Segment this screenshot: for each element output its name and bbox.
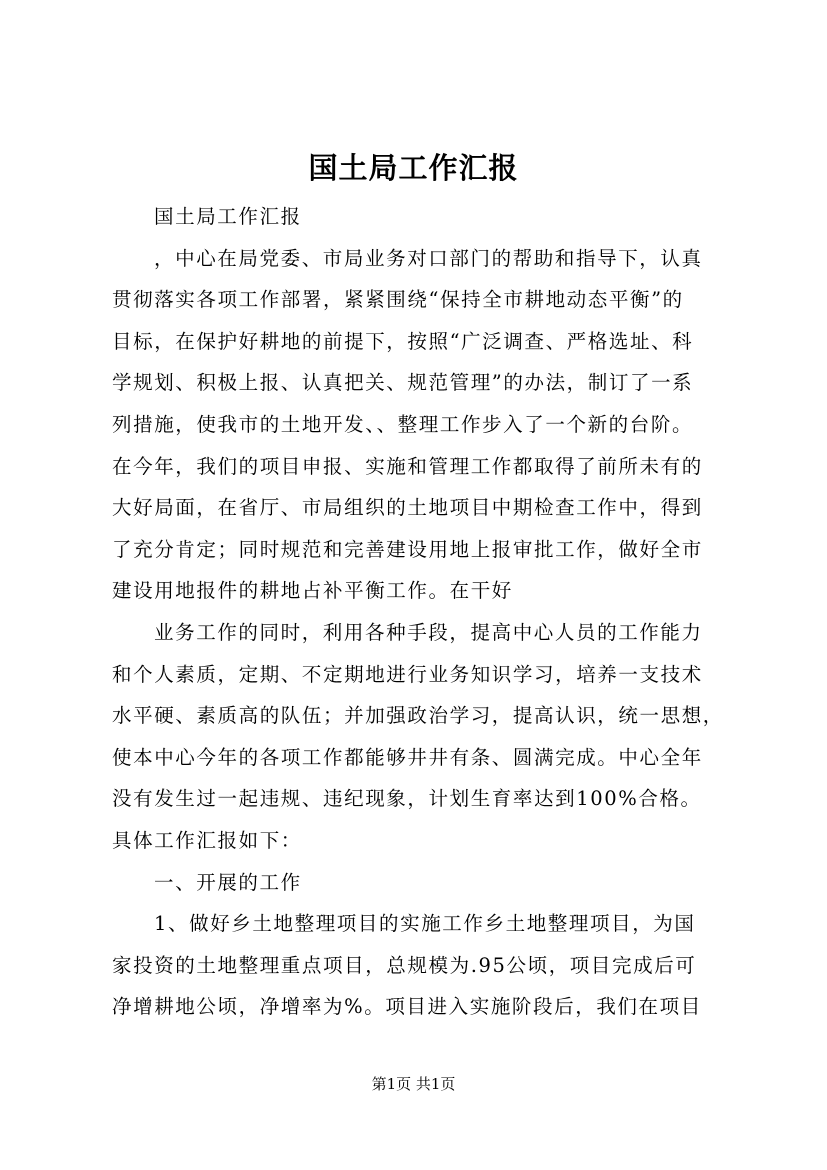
body-line: 水平硬、素质高的队伍；并加强政治学习，提高认识，统一思想， [112, 704, 724, 728]
body-line: 学规划、积极上报、认真把关、规范管理”的办法，制订了一系 [112, 371, 694, 395]
body-line: 贯彻落实各项工作部署，紧紧围绕“保持全市耕地动态平衡”的 [112, 288, 684, 312]
body-line: 家投资的土地整理重点项目，总规模为.95公顷，项目完成后可 [112, 953, 697, 977]
document-body [112, 196, 737, 1028]
body-line: 1、做好乡土地整理项目的实施工作乡土地整理项目，为国 [154, 912, 696, 936]
body-line: 具体工作汇报如下： [112, 828, 302, 852]
section-heading: 一、开展的工作 [154, 870, 302, 894]
body-line-subtitle: 国土局工作汇报 [154, 205, 302, 228]
body-line: 建设用地报件的耕地占补平衡工作。在干好 [112, 579, 513, 603]
body-line: 列措施，使我市的土地开发、、整理工作步入了一个新的台阶。 [112, 412, 694, 436]
document-title: 国土局工作汇报 [308, 151, 519, 185]
body-line: 使本中心今年的各项工作都能够井井有条、圆满完成。中心全年 [112, 745, 703, 769]
body-line: 在今年，我们的项目申报、实施和管理工作都取得了前所未有的 [112, 454, 703, 478]
body-line: ，中心在局党委、市局业务对口部门的帮助和指导下，认真 [154, 246, 703, 270]
body-line: 业务工作的同时，利用各种手段，提高中心人员的工作能力 [154, 620, 703, 644]
body-line: 净增耕地公顷，净增率为%。项目进入实施阶段后，我们在项目 [112, 995, 702, 1019]
body-line: 大好局面，在省厅、市局组织的土地项目中期检查工作中，得到 [112, 496, 703, 520]
page-footer: 第1页 共1页 [371, 1075, 456, 1093]
body-line: 目标，在保护好耕地的前提下，按照“广泛调查、严格选址、科 [112, 329, 694, 353]
body-line: 了充分肯定；同时规范和完善建设用地上报审批工作，做好全市 [112, 537, 703, 561]
body-line: 和个人素质，定期、不定期地进行业务知识学习，培养一支技术 [112, 662, 703, 686]
body-line: 没有发生过一起违规、违纪现象，计划生育率达到100%合格。 [112, 787, 702, 811]
